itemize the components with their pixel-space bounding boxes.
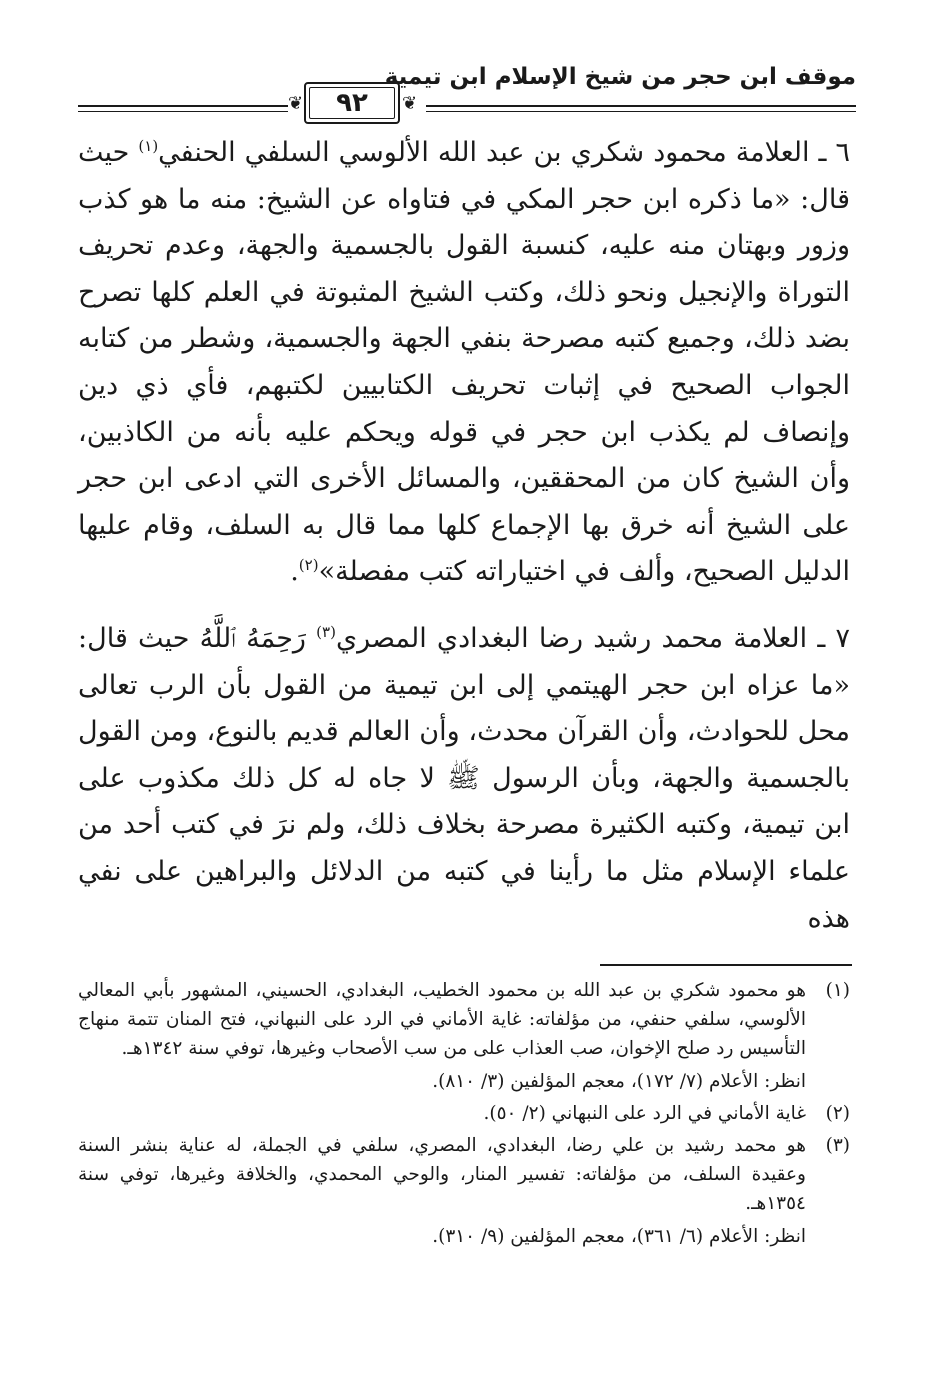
paragraph-7-quote: رَحِمَهُ ٱللَّهُ حيث قال: «ما عزاه ابن حجر الهيتمي إلى ابن تيمية من القول بأن الرب تعالى محل للحوادث، وأن القرآن محدث، وأن العالم قديم بالنوع، ومن القول بالجسمية والجهة، وبأن الرسول ﷺ لا جاه له كل ذلك مكذوب على ابن تيمية، وكتبه الكثيرة مصرحة بخلاف ذلك، ولم نرَ في كتب أحد من علماء الإسلام مثل ما رأينا في كتبه من الدلائل والبراهين على نفي هذه	[78, 622, 850, 934]
paragraph-6-quote: حيث قال: «ما ذكره ابن حجر المكي في فتاواه عن الشيخ: منه ما هو كذب وزور وبهتان منه عليه، كنسبة القول بالجسمية والجهة، وعدم تحريف التوراة والإنجيل ونحو ذلك، وكتب الشيخ المثبوتة في العلم كلها تصرح بضد ذلك، وجميع كتبه مصرحة بنفي الجهة والجسمية، وشطر من كتابه الجواب الصحيح في إثبات تحريف الكتابيين لكتبهم، فأي ذي دين وإنصاف لم يكذب ابن حجر في قوله ويحكم عليه بأنه من الكاذبين، وأن الشيخ كان من المحققين، والمسائل الأخرى التي ادعى ابن حجر على الشيخ أنه خرق بها الإجماع كلها مما قال به السلف، وقام عليها الدليل الصحيح، وألف في اختياراته كتب مفصلة»	[78, 137, 850, 588]
page-header	[78, 60, 856, 128]
footnote-source: انظر: الأعلام (٦/ ٣٦١)، معجم المؤلفين (٩/ ٣١٠).	[432, 1225, 806, 1247]
main-text	[78, 130, 850, 942]
footnote-text: غاية الأماني في الرد على النبهاني (٢/ ٥٠).	[483, 1102, 806, 1124]
footnote-text: هو محمد رشيد بن علي رضا، البغدادي، المصري، سلفي في الجملة، له عناية بنشر السنة وعقيدة السلف، من مؤلفاته: تفسير المنار، والوحي المحمدي، والخلافة وغيرها، توفي سنة ١٣٥٤هـ.	[78, 1135, 806, 1215]
page-number-frame	[304, 82, 400, 124]
footnote-1	[78, 976, 850, 1096]
paragraph-7	[78, 616, 850, 942]
paragraph-6	[78, 130, 850, 596]
page-number: ٩٢	[336, 88, 368, 118]
ornament-right-icon: ❦	[402, 93, 418, 114]
footnotes	[78, 976, 850, 1251]
footnote-number: (٣)	[825, 1135, 850, 1157]
header-rule-right	[426, 105, 856, 107]
header-rule-left	[78, 105, 288, 107]
footnote-number: (١)	[825, 980, 850, 1001]
ornament-left-icon: ❦	[288, 93, 304, 114]
running-title: موقف ابن حجر من شيخ الإسلام ابن تيمية	[384, 64, 856, 90]
footnote-source: انظر: الأعلام (٧/ ١٧٢)، معجم المؤلفين (٣/ ٨١٠).	[432, 1070, 806, 1092]
footnote-number: (٢)	[825, 1102, 850, 1124]
paragraph-7-lead: ٧ ـ العلامة محمد رشيد رضا البغدادي المصري	[335, 622, 850, 654]
footnote-ref-1[interactable]: (١)	[138, 137, 159, 155]
footnote-text: هو محمود شكري بن عبد الله بن محمود الخطيب، البغدادي، الحسيني، المشهور بأبي المعالي الألوسي، سلفي حنفي، من مؤلفاته: غاية الأماني في الرد على النبهاني، فتح المنان تتمة منهاج التأسيس رد صلح الإخوان، صب العذاب على من سب الأصحاب وغيرها، توفي سنة ١٣٤٢هـ.	[78, 980, 806, 1060]
footnote-3	[78, 1131, 850, 1251]
footnote-separator	[600, 964, 852, 966]
footnote-ref-2[interactable]: (٢)	[298, 556, 319, 575]
paragraph-6-end: .	[290, 556, 299, 588]
footnote-2	[78, 1099, 850, 1128]
paragraph-6-lead: ٦ ـ العلامة محمود شكري بن عبد الله الألوسي السلفي الحنفي	[158, 137, 850, 168]
footnote-ref-3[interactable]: (٣)	[316, 622, 336, 641]
